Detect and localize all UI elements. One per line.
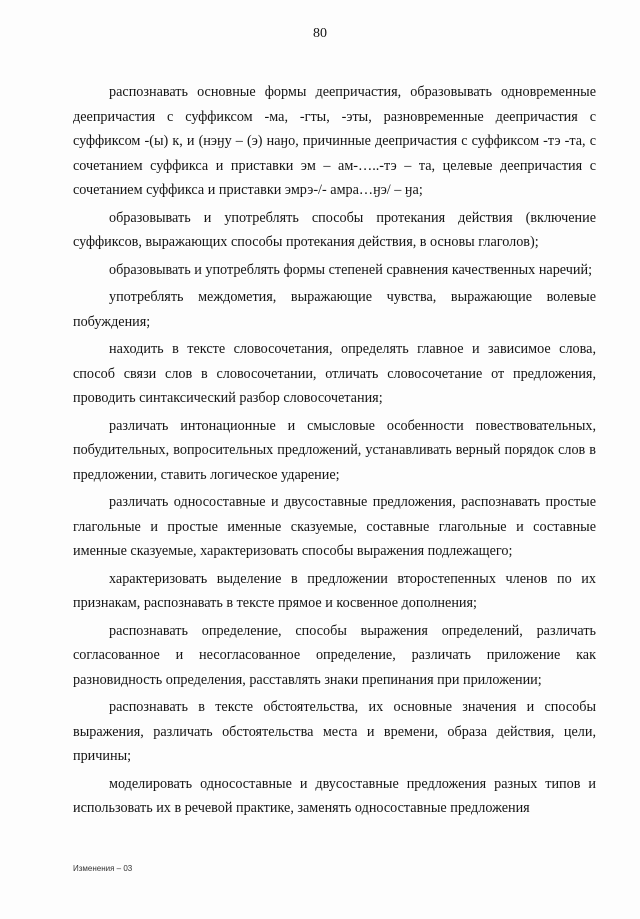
paragraph: распознавать в тексте обстоятельства, их основные значения и способы выражения, различать обстоятельства места и времени, образа действия, цели, причины; [73,699,596,764]
paragraph: употреблять междометия, выражающие чувства, выражающие волевые побуждения; [73,289,596,330]
paragraph: образовывать и употреблять способы протекания действия (включение суффиксов, выражающих способы протекания действия, в основы глаголов); [73,209,596,250]
paragraph: различать односоставные и двусоставные предложения, распознавать простые глагольные и простые именные сказуемые, составные глагольные и составные именные сказуемые, характеризовать способы выражения подлежащего; [73,494,596,559]
revision-footer: Изменения – 03 [73,864,133,873]
paragraph: распознавать основные формы деепричастия, образовывать одновременные деепричастия с суффиксом -ма, -гты, -эты, разновременные деепричастия с суффиксом -(ы) к, и (нэӈу – (э) наӈо, причинные деепричастия с суффиксом -тэ -та, с сочетанием суффикса и приставки эм – ам-…..-тэ – та, целевые деепричастия с сочетанием суффикса и приставки эмрэ-/- амра…ӈэ/ – ӈа; [73,84,596,198]
paragraph: различать интонационные и смысловые особенности повествовательных, побудительных, вопросительных предложений, устанавливать верный порядок слов в предложении, ставить логическое ударение; [73,417,596,483]
paragraph: находить в тексте словосочетания, определять главное и зависимое слова, способ связи слов в словосочетании, отличать словосочетание от предложения, проводить синтаксический разбор словосочетания; [73,341,596,406]
page-number: 80 [313,26,327,41]
paragraph: распознавать определение, способы выражения определений, различать согласованное и несогласованное определение, различать приложение как разновидность определения, расставлять знаки препинания при приложении; [73,622,596,688]
paragraph: характеризовать выделение в предложении второстепенных членов по их признакам, распознавать в тексте прямое и косвенное дополнения; [73,570,596,611]
paragraph: моделировать односоставные и двусоставные предложения разных типов и использовать их в речевой практике, заменять односоставные предложения [73,775,596,816]
document-body [73,80,596,824]
paragraph: образовывать и употреблять формы степеней сравнения качественных наречий; [109,261,593,278]
